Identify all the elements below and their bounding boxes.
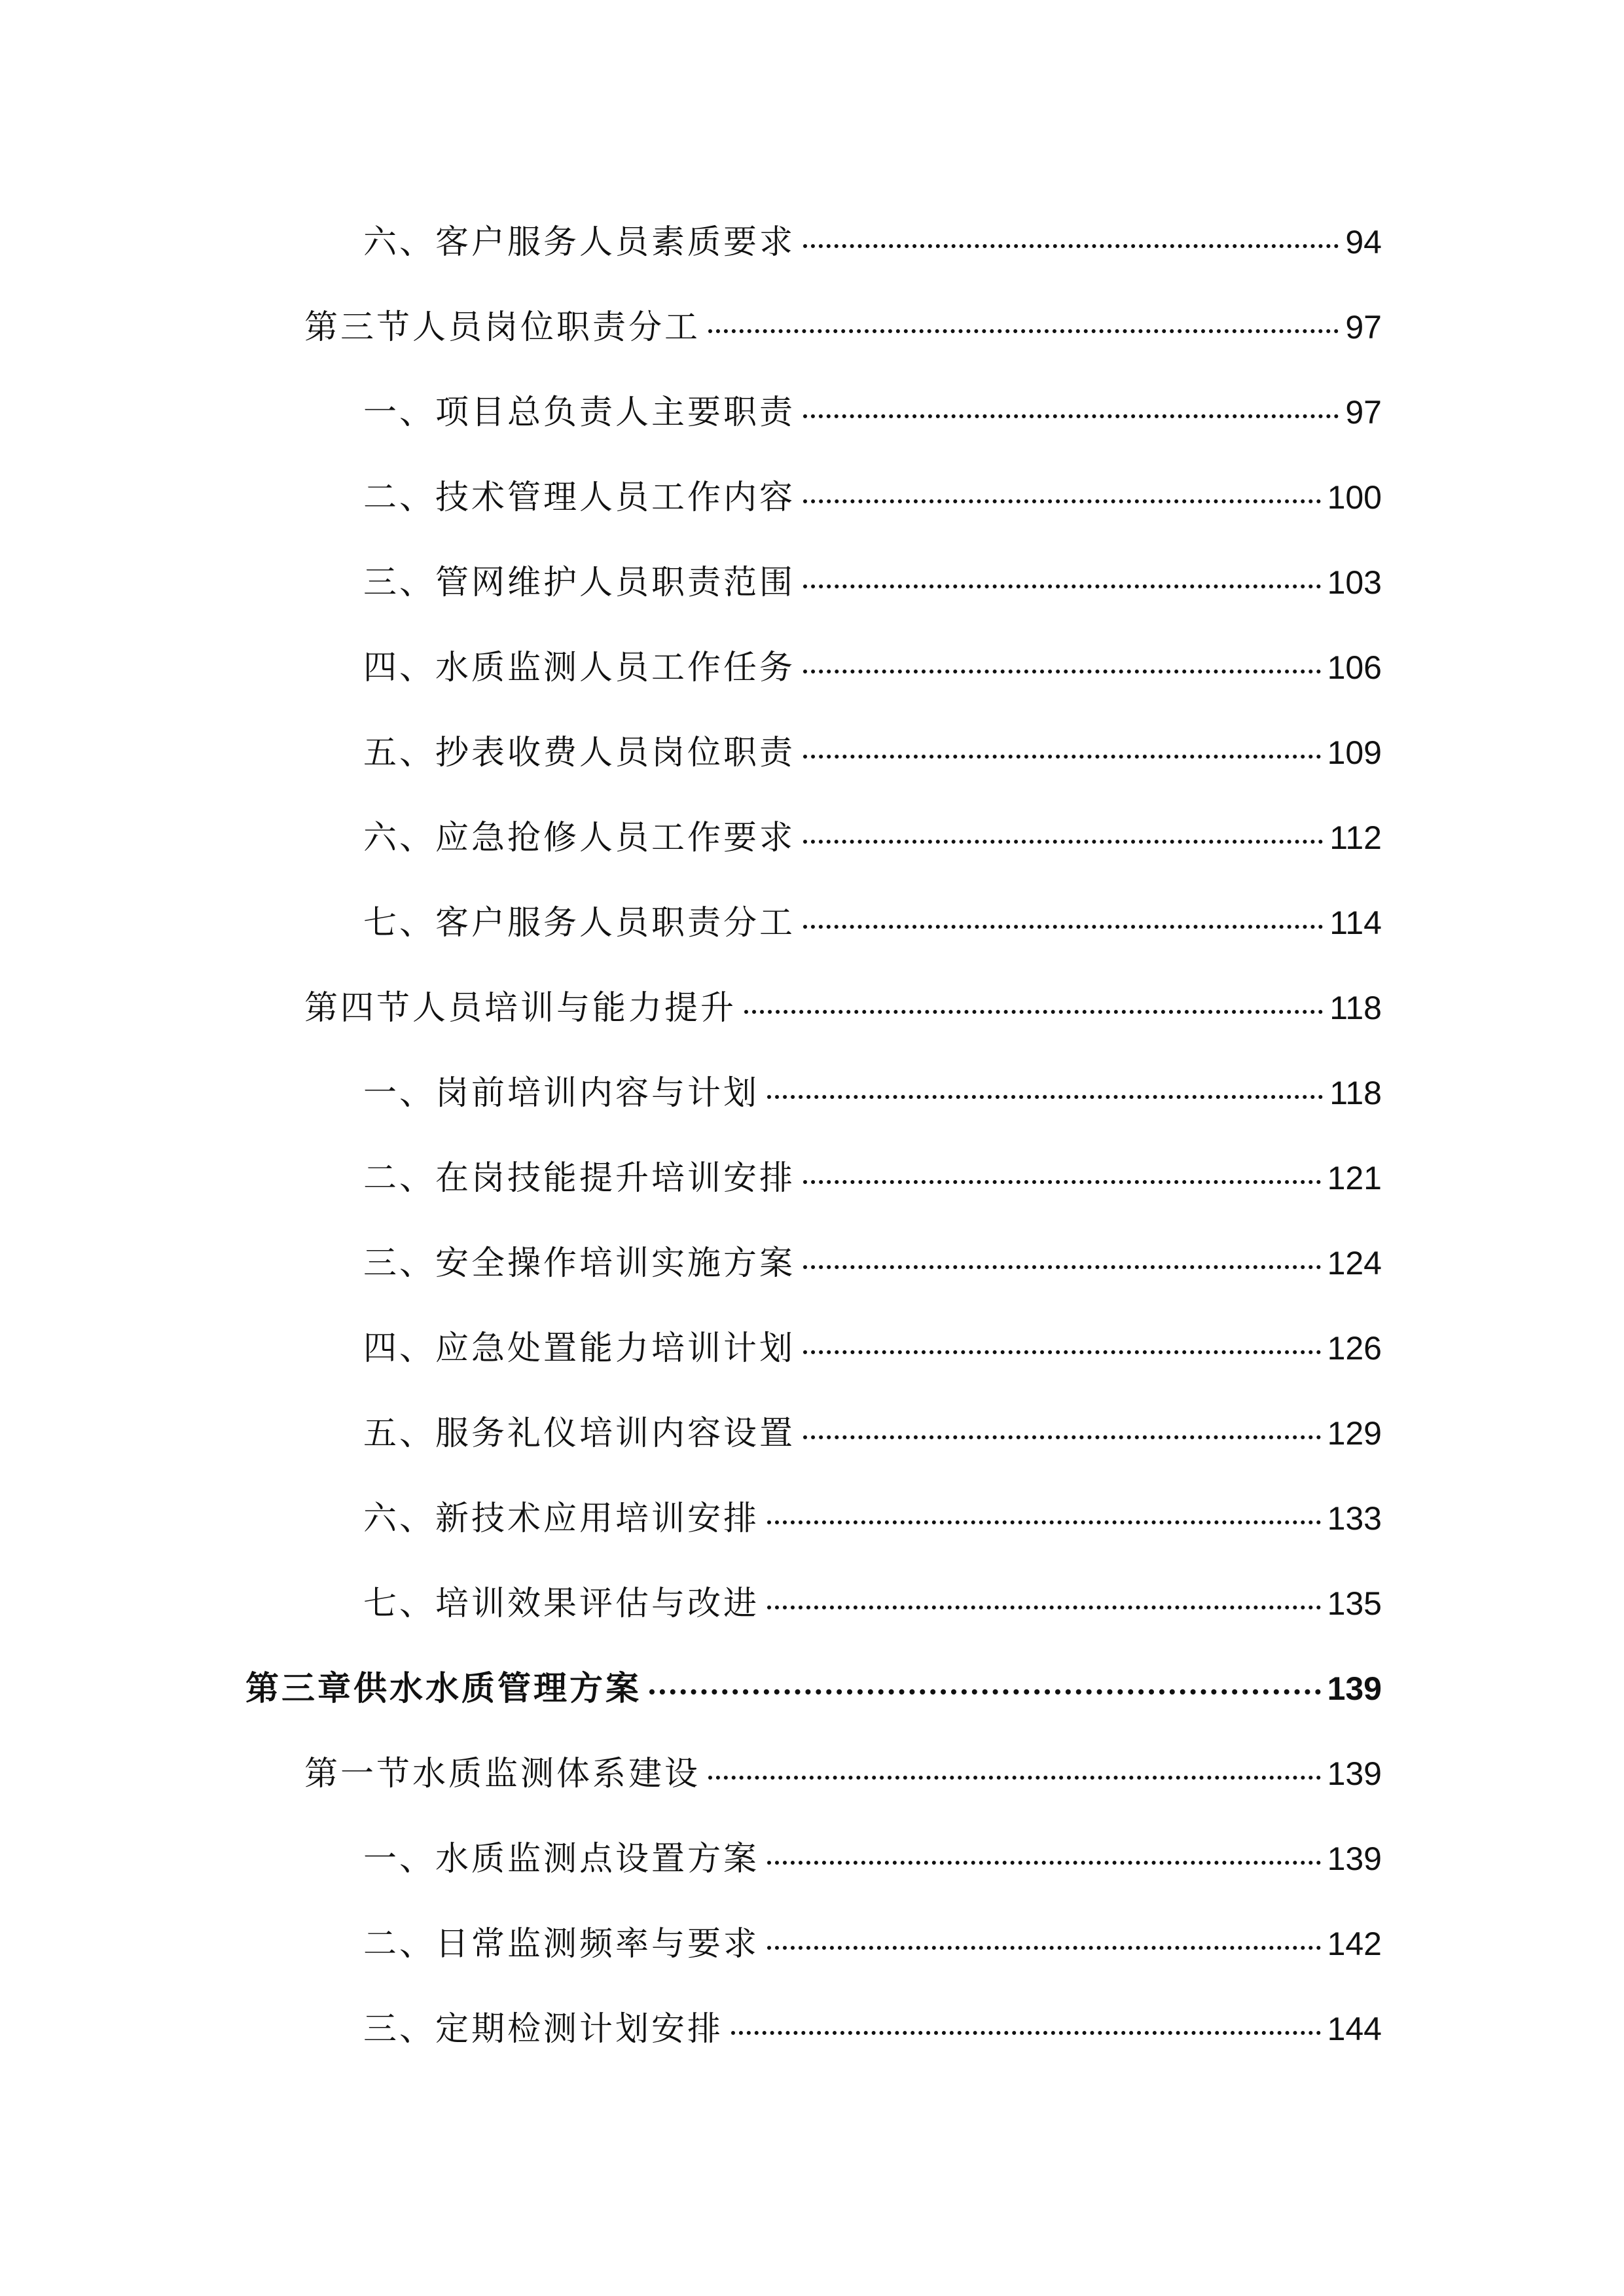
toc-entry[interactable] [363, 1234, 1382, 1293]
toc-entry[interactable] [363, 2000, 1382, 2058]
toc-page-number: 124 [1327, 1245, 1382, 1282]
toc-dot-leader [803, 414, 1339, 418]
toc-entry-title: 一、岗前培训内容与计划 [363, 1074, 760, 1113]
toc-page-number: 109 [1327, 734, 1382, 771]
toc-dot-leader [803, 499, 1321, 503]
toc-entry[interactable] [363, 723, 1382, 782]
toc-entry[interactable] [363, 1489, 1382, 1548]
toc-page-number: 106 [1327, 649, 1382, 686]
toc-dot-leader [803, 840, 1323, 844]
toc-dot-leader [708, 1776, 1321, 1780]
toc-page-number: 139 [1327, 1755, 1382, 1792]
toc-dot-leader [803, 1350, 1321, 1354]
toc-entry[interactable] [304, 298, 1382, 357]
toc-entry-title: 六、新技术应用培训安排 [363, 1499, 760, 1538]
toc-entry-title: 五、服务礼仪培训内容设置 [363, 1414, 796, 1453]
toc-dot-leader [803, 244, 1339, 248]
toc-entry[interactable] [363, 893, 1382, 952]
toc-entry-title: 四、应急处置能力培训计划 [363, 1329, 796, 1368]
toc-page-number: 97 [1345, 309, 1382, 346]
toc-page-number: 118 [1329, 1075, 1382, 1111]
toc-entry-title: 第三节人员岗位职责分工 [304, 308, 701, 347]
toc-page-number: 139 [1327, 1840, 1382, 1877]
toc-dot-leader [767, 1095, 1323, 1099]
toc-page-number: 139 [1327, 1670, 1382, 1707]
toc-entry-title: 三、管网维护人员职责范围 [363, 564, 796, 602]
toc-entry-title: 三、定期检测计划安排 [363, 2010, 724, 2049]
toc-dot-leader [767, 1605, 1321, 1609]
toc-entry-title: 六、应急抢修人员工作要求 [363, 819, 796, 857]
toc-dot-leader [803, 1265, 1321, 1269]
toc-entry[interactable] [363, 383, 1382, 442]
toc-entry[interactable] [363, 1829, 1382, 1888]
toc-entry[interactable] [363, 1064, 1382, 1122]
toc-entry[interactable] [363, 1149, 1382, 1208]
toc-dot-leader [744, 1010, 1323, 1014]
toc-page-number: 103 [1327, 564, 1382, 601]
toc-page-number: 118 [1329, 990, 1382, 1026]
toc-page-number: 126 [1327, 1330, 1382, 1367]
toc-entry-title: 一、水质监测点设置方案 [363, 1840, 760, 1878]
toc-entry[interactable] [304, 1744, 1382, 1803]
toc-entry-title: 第四节人员培训与能力提升 [304, 989, 737, 1028]
toc-entry[interactable] [363, 1574, 1382, 1633]
toc-entry[interactable] [363, 553, 1382, 612]
toc-page-number: 121 [1327, 1160, 1382, 1196]
toc-entry[interactable] [363, 1319, 1382, 1378]
toc-page-number: 100 [1327, 479, 1382, 516]
toc-page-number: 144 [1327, 2011, 1382, 2047]
toc-page-number: 142 [1327, 1926, 1382, 1962]
toc-dot-leader [767, 1946, 1321, 1950]
toc-page-number: 129 [1327, 1415, 1382, 1452]
toc-dot-leader [767, 1861, 1321, 1865]
toc-entry-title: 三、安全操作培训实施方案 [363, 1244, 796, 1283]
toc-dot-leader [731, 2031, 1321, 2035]
toc-page-number: 135 [1327, 1585, 1382, 1622]
toc-entry-title: 二、技术管理人员工作内容 [363, 478, 796, 517]
toc-entry[interactable] [363, 638, 1382, 697]
toc-entry-title: 二、日常监测频率与要求 [363, 1925, 760, 1964]
toc-entry[interactable] [363, 1404, 1382, 1463]
toc-entry-chapter[interactable] [245, 1659, 1382, 1718]
toc-entry[interactable] [363, 468, 1382, 527]
toc-dot-leader [803, 755, 1321, 759]
toc-dot-leader [803, 670, 1321, 673]
toc-dot-leader [803, 584, 1321, 588]
toc-page-number: 114 [1329, 905, 1382, 941]
toc-entry-title: 一、项目总负责人主要职责 [363, 393, 796, 432]
toc-entry-title: 二、在岗技能提升培训安排 [363, 1159, 796, 1198]
toc-entry-title: 四、水质监测人员工作任务 [363, 649, 796, 687]
toc-entry-title: 七、培训效果评估与改进 [363, 1585, 760, 1623]
toc-entry-title: 七、客户服务人员职责分工 [363, 904, 796, 942]
toc-dot-leader [767, 1520, 1321, 1524]
toc-entry[interactable] [363, 808, 1382, 867]
toc-page-number: 133 [1327, 1500, 1382, 1537]
toc-dot-leader [803, 925, 1323, 929]
toc-page-number: 97 [1345, 394, 1382, 431]
toc-dot-leader [803, 1180, 1321, 1184]
toc-entry-title: 第一节水质监测体系建设 [304, 1755, 701, 1793]
toc-entry-title: 第三章供水水质管理方案 [245, 1670, 642, 1708]
toc-page-number: 94 [1345, 224, 1382, 260]
toc-entry-title: 六、客户服务人员素质要求 [363, 223, 796, 262]
toc-dot-leader [649, 1689, 1321, 1695]
toc-entry[interactable] [363, 213, 1382, 272]
toc-dot-leader [708, 329, 1339, 333]
toc-entry[interactable] [363, 1914, 1382, 1973]
toc-entry-title: 五、抄表收费人员岗位职责 [363, 734, 796, 772]
toc-page-number: 112 [1329, 819, 1382, 856]
toc-entry[interactable] [304, 978, 1382, 1037]
toc-dot-leader [803, 1435, 1321, 1439]
